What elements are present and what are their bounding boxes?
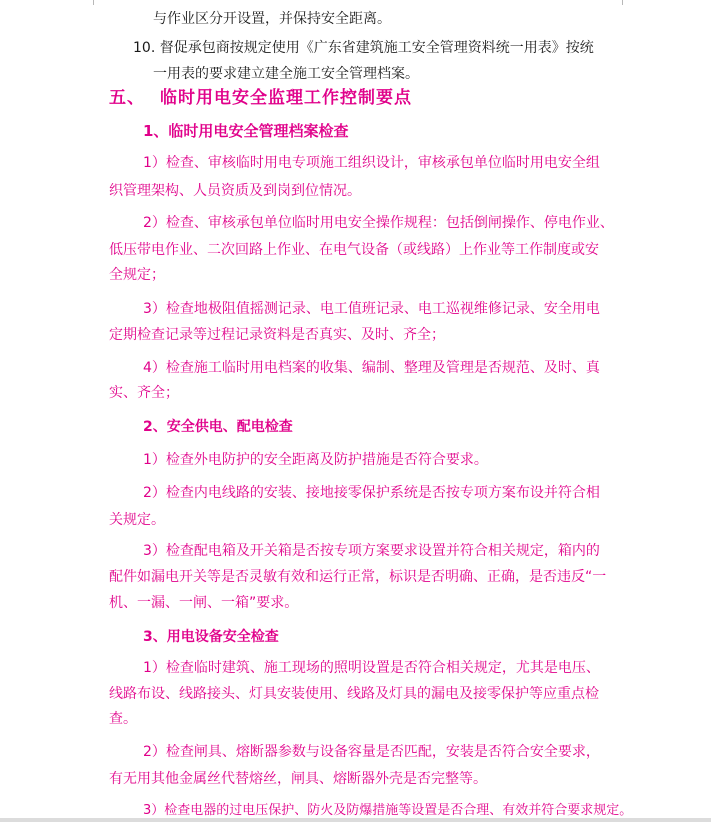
sub3-para1-line1: 1）检查临时建筑、施工现场的照明设置是否符合相关规定，尤其是电压、 <box>143 660 600 676</box>
sub2-para2-line1: 2）检查内电线路的安装、接地接零保护系统是否按专项方案布设并符合相 <box>143 485 600 501</box>
sub1-para2-line2: 低压带电作业、二次回路上作业、在电气设备（或线路）上作业等工作制度或安 <box>109 242 599 258</box>
section-5-heading: 临时用电安全监理工作控制要点 <box>160 88 412 108</box>
sub2-para3-line1: 3）检查配电箱及开关箱是否按专项方案要求设置并符合相关规定，箱内的 <box>143 543 600 559</box>
item-10-line-2: 一用表的要求建立建全施工安全管理档案。 <box>153 66 419 82</box>
sub2-para3-line3: 机、一漏、一闸、一箱”要求。 <box>109 595 299 611</box>
sub1-para2-line1: 2）检查、审核承包单位临时用电安全操作规程：包括倒闸操作、停电作业、 <box>143 215 614 231</box>
sub2-para3-line2: 配件如漏电开关等是否灵敏有效和运行正常，标识是否明确、正确，是否违反“一 <box>109 569 607 585</box>
sub1-para2-line3: 全规定； <box>109 267 165 283</box>
sub1-para3-line1: 3）检查地极阻值摇测记录、电工值班记录、电工巡视维修记录、安全用电 <box>143 301 600 317</box>
sub2-para1-line1: 1）检查外电防护的安全距离及防护措施是否符合要求。 <box>143 452 488 468</box>
sub1-para3-line2: 定期检查记录等过程记录资料是否真实、及时、齐全； <box>109 327 445 343</box>
subsection-3-heading: 3、用电设备安全检查 <box>143 629 279 645</box>
page-margin-mark-left <box>85 0 94 5</box>
sub3-para1-line3: 查。 <box>109 711 137 727</box>
sub1-para4-line2: 实、齐全； <box>109 385 179 401</box>
sub3-para2-line2: 有无用其他金属丝代替熔丝，闸具、熔断器外壳是否完整等。 <box>109 771 487 787</box>
sub3-para3-line1: 3）检查电器的过电压保护、防火及防爆措施等设置是否合理、有效并符合要求规定。 <box>143 803 633 818</box>
sub2-para2-line2: 关规定。 <box>109 512 165 528</box>
intro-line: 与作业区分开设置，并保持安全距离。 <box>153 11 391 27</box>
subsection-2-heading: 2、安全供电、配电检查 <box>143 419 293 435</box>
sub1-para1-line2: 织管理架构、人员资质及到岗到位情况。 <box>109 183 361 199</box>
sub1-para1-line1: 1）检查、审核临时用电专项施工组织设计，审核承包单位临时用电安全组 <box>143 155 600 171</box>
page-bottom-edge <box>0 818 711 822</box>
item-10-line-1: 10. 督促承包商按规定使用《广东省建筑施工安全管理资料统一用表》按统 <box>133 40 594 56</box>
sub3-para1-line2: 线路布设、线路接头、灯具安装使用、线路及灯具的漏电及接零保护等应重点检 <box>109 686 599 702</box>
section-5-number: 五、 <box>109 88 145 108</box>
subsection-1-heading: 1、临时用电安全管理档案检查 <box>143 122 349 140</box>
sub1-para4-line1: 4）检查施工临时用电档案的收集、编制、整理及管理是否规范、及时、真 <box>143 360 600 376</box>
page-margin-mark-right <box>622 0 631 5</box>
sub3-para2-line1: 2）检查闸具、熔断器参数与设备容量是否匹配，安装是否符合安全要求， <box>143 744 600 760</box>
